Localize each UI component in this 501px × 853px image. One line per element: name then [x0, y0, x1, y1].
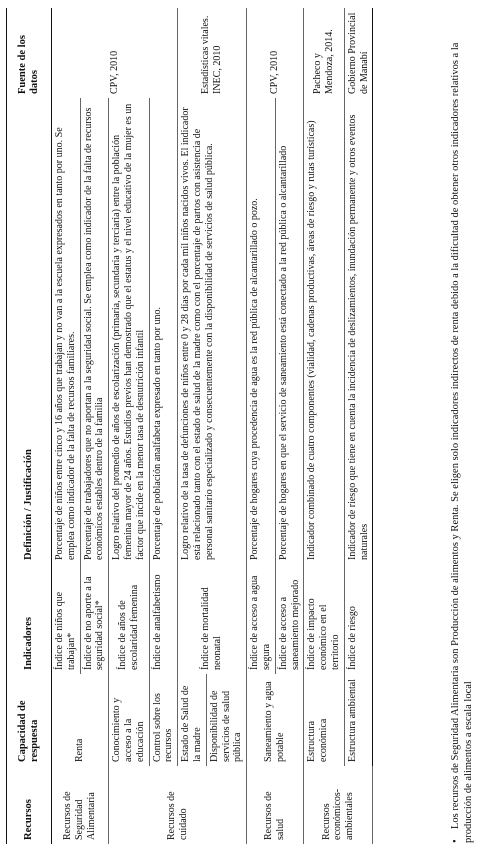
- recurso-cell: Recursos de cuidado: [109, 766, 247, 844]
- fuente-cell: CPV, 2010: [52, 8, 178, 98]
- indicador-cell: Índice de riesgo: [344, 564, 373, 674]
- header-fuente: Fuente de los datos: [7, 8, 52, 98]
- indicador-cell: Índice de analfabetismo: [149, 564, 178, 674]
- capacidad-cell: Control sobre los recursos: [149, 674, 178, 766]
- indicador-cell: Índice de años de escolaridad femenina: [109, 564, 149, 674]
- fuente-cell: Gobierno Provincial de Manabí: [344, 8, 373, 98]
- table-row: [247, 8, 276, 844]
- header-definicion: Definición / Justificación: [7, 98, 52, 564]
- definicion-cell: Logro relativo del promedio de años de escolarización (primaria, secundaria y terciaria) entre la población femenina mayor de 24 años. Estudios previos han demostrado que el estatus y el nivel educativo de la mujer es un factor que incide en la menor tasa de desnutrición infantil: [109, 98, 149, 564]
- fuente-cell: Pacheco y Mendoza, 2014.: [304, 8, 344, 98]
- indicators-table: [6, 8, 373, 844]
- definicion-cell: Porcentaje de hogares cuya procedencia de agua es la red pública de alcantarillado o pozo.: [247, 98, 276, 564]
- header-capacidad: Capacidad de respuesta: [7, 674, 52, 766]
- capacidad-cell: Estructura económica: [304, 674, 344, 766]
- capacidad-cell: Conocimiento y acceso a la educación: [109, 674, 149, 766]
- bullet-icon: •: [450, 839, 461, 843]
- indicador-cell: Índice de acceso a saneamiento mejorado: [275, 564, 304, 674]
- header-indicadores: Indicadores: [7, 564, 52, 674]
- indicador-cell: Índice de niños que trabajan*: [52, 564, 81, 674]
- fuente-cell: Estadísticas vitales. INEC, 2010: [178, 8, 247, 98]
- definicion-cell: Indicador combinado de cuatro componentes (vialidad, cadenas productivas, áreas de riesgo y rutas turísticas): [304, 98, 344, 564]
- indicador-cell: Índice de mortalidad neonatal: [178, 564, 247, 674]
- definicion-cell: Porcentaje de trabajadores que no aportan a la seguridad social. Se emplea como indicador de la falta de recursos económicos estables dentro de la familia: [80, 98, 109, 564]
- table-row: [52, 8, 81, 844]
- table-row: [109, 8, 149, 844]
- definicion-cell: Porcentaje de población analfabeta expresado en tanto por uno.: [149, 98, 178, 564]
- capacidad-cell: Disponibilidad de servicios de salud pública: [206, 674, 246, 766]
- footnote: [450, 11, 475, 843]
- table-row: [344, 8, 373, 844]
- recurso-cell: Recursos de salud: [247, 766, 304, 844]
- indicador-cell: Índice de acceso a agua segura: [247, 564, 276, 674]
- recurso-cell: Recursos de Seguridad Alimentaria: [52, 766, 109, 844]
- footnote-text: Los recursos de Seguridad Alimentaria son Producción de alimentos y Renta. Se eligen solo indicadores indirectos de renta debido a la dificultad de obtener otros indicadores relativos a la producción de alimentos a escala local: [450, 42, 474, 843]
- indicador-cell: Índice de no aporte a la seguridad social*: [80, 564, 109, 674]
- table-row: [178, 8, 207, 844]
- capacidad-cell: Saneamiento y agua potable: [247, 674, 304, 766]
- capacidad-cell: Estructura ambiental: [344, 674, 373, 766]
- fuente-cell: CPV, 2010: [247, 8, 304, 98]
- recurso-cell: Recursos económicos-ambientales: [304, 766, 373, 844]
- header-recursos: Recursos: [7, 766, 52, 844]
- table-header-row: [7, 8, 52, 844]
- definicion-cell: Logro relativo de la tasa de defunciones de niños entre 0 y 28 días por cada mil niños nacidos vivos. El indicador está relacionado tanto con el estado de salud de la madre como con el porcentaje de partos con asistencia de personal sanitario especializado y consecuentemente con la disponibilidad de servicios de salud pública.: [178, 98, 247, 564]
- indicador-cell: Índice de impacto económico en el territorio: [304, 564, 344, 674]
- capacidad-cell: Estado de Salud de la madre: [178, 674, 207, 766]
- table-row: [149, 8, 178, 844]
- definicion-cell: Porcentaje de niños entre cinco y 16 años que trabajan y no van a la escuela expresados en tanto por uno. Se emplea como indicador de la falta de recursos familiares.: [52, 98, 81, 564]
- definicion-cell: Porcentaje de hogares en que el servicio de saneamiento está conectado a la red pública o alcantarillado: [275, 98, 304, 564]
- capacidad-cell: Renta: [52, 674, 109, 766]
- table-row: [304, 8, 344, 844]
- definicion-cell: Indicador de riesgo que tiene en cuenta la incidencia de deslizamientos, inundación permanente y otros eventos naturales: [344, 98, 373, 564]
